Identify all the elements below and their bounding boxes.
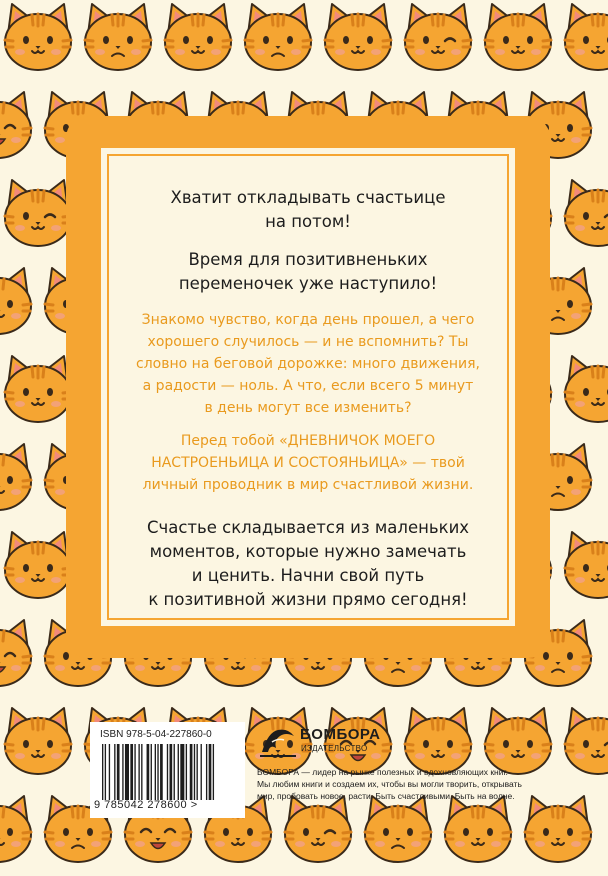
cat-face-icon <box>565 532 608 598</box>
barcode-bar <box>155 744 156 800</box>
barcode-bar <box>167 744 168 800</box>
cat-face-icon <box>365 796 431 862</box>
barcode-bar <box>194 744 195 800</box>
cat-face-icon <box>525 796 591 862</box>
barcode-bars <box>102 744 232 800</box>
text-panel-frame <box>96 143 520 631</box>
barcode-bar <box>102 744 103 800</box>
cat-face-icon <box>325 4 391 70</box>
barcode-bar <box>186 744 187 800</box>
barcode-bar <box>151 744 152 800</box>
barcode-bar <box>147 744 150 800</box>
text-panel <box>66 116 550 658</box>
barcode-bar <box>141 744 142 800</box>
barcode-bar <box>190 744 193 800</box>
cat-face-icon <box>405 708 471 774</box>
intro-paragraph: Знакомо чувство, когда день прошел, а чего хорошего случилось — и не вспомнить? Ты словно на беговой дорожке: много движения, а радости — ноль. А что, если всего 5 минут в день могут все изменить? <box>136 312 480 416</box>
barcode-bar <box>105 744 106 800</box>
cat-face-icon <box>445 796 511 862</box>
barcode-bar <box>138 744 139 800</box>
closing-paragraph: Счастье складывается из маленьких моментов, которые нужно замечать и ценить. Начни свой путь к позитивной жизни прямо сегодня! <box>146 518 470 609</box>
cat-face-icon <box>405 4 471 70</box>
cat-face-icon <box>565 4 608 70</box>
publisher-brand: БОМБОРА <box>300 726 381 743</box>
publisher-subtitle: ИЗДАТЕЛЬСТВО <box>301 744 368 753</box>
barcode-bar <box>213 744 214 800</box>
barcode-bar <box>180 744 184 800</box>
cat-face-icon <box>165 4 231 70</box>
barcode-bar <box>157 744 158 800</box>
cat-face-icon <box>0 620 31 686</box>
barcode-bar <box>130 744 133 800</box>
cat-face-icon <box>565 356 608 422</box>
barcode-bar <box>114 744 115 800</box>
barcode-bar <box>197 744 198 800</box>
barcode-bar <box>109 744 110 800</box>
cat-face-icon <box>0 268 31 334</box>
headline-2: Время для позитивненьких переменочек уже наступило! <box>178 250 438 293</box>
barcode-bar <box>209 744 212 800</box>
cat-face-icon <box>5 180 71 246</box>
cat-face-icon <box>285 796 351 862</box>
barcode-bar <box>134 744 135 800</box>
barcode-bar <box>125 744 129 800</box>
cat-face-icon <box>485 708 551 774</box>
cat-face-icon <box>245 4 311 70</box>
barcode-bar <box>160 744 163 800</box>
barcode-bar <box>170 744 173 800</box>
cat-face-icon <box>0 796 31 862</box>
barcode-bar <box>178 744 179 800</box>
headline-1: Хватит откладывать счастьице на потом! <box>170 188 446 231</box>
cat-face-icon <box>5 532 71 598</box>
cat-face-icon <box>5 4 71 70</box>
barcode-bar <box>201 744 202 800</box>
barcode-block <box>90 722 245 818</box>
cat-face-icon <box>5 356 71 422</box>
cat-face-icon <box>85 4 151 70</box>
barcode-bar <box>122 744 123 800</box>
cat-face-icon <box>565 180 608 246</box>
barcode-bar <box>117 744 120 800</box>
cat-face-icon <box>0 444 31 510</box>
barcode-digits: 9 785042 278600 > <box>94 799 198 811</box>
publisher-description: БОМБОРА — лидер на рынке полезных и вдохновляющих книг. Мы любим книги и создаем их, чтобы вы могли творить, открывать мир, пробовать новое, расти. Быть счастливыми. Быть на волне. <box>257 767 522 801</box>
isbn-text: ISBN 978-5-04-227860-0 <box>100 729 212 740</box>
barcode-bar <box>206 744 207 800</box>
cat-face-icon <box>5 708 71 774</box>
barcode-bar <box>174 744 175 800</box>
cat-face-icon <box>485 4 551 70</box>
cat-face-icon <box>0 92 31 158</box>
cat-face-icon <box>565 708 608 774</box>
bombora-wave-logo-icon <box>258 722 298 758</box>
book-description: Перед тобой «ДНЕВНИЧОК МОЕГО НАСТРОЕНЬИЦА И СОСТОЯНЬИЦА» — твой личный проводник в мир счастливой жизни. <box>142 433 474 493</box>
